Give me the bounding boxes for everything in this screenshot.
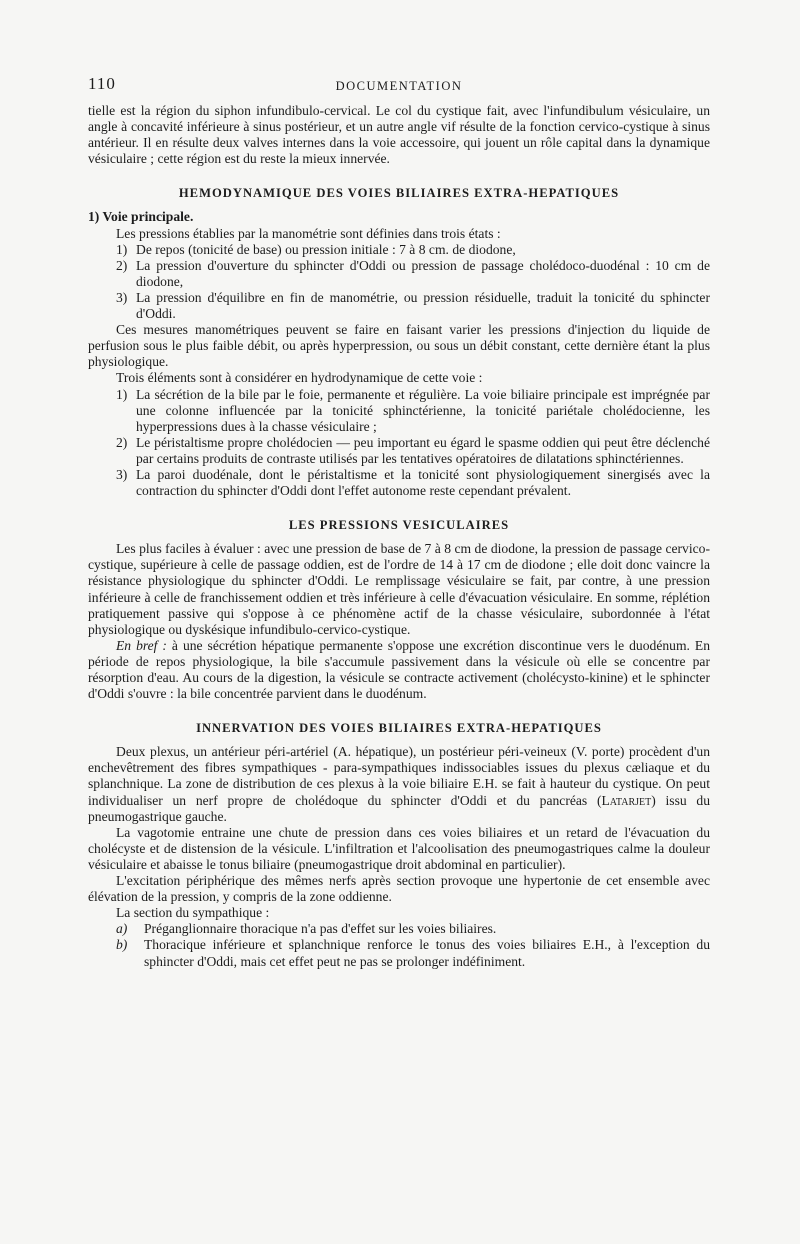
- list-item-text: Préganglionnaire thoracique n'a pas d'effet sur les voies biliaires.: [144, 921, 497, 937]
- page-number: 110: [88, 74, 116, 93]
- list-item-number: 2): [116, 434, 128, 450]
- paragraph-text: ) issu du pneumogastrique gauche.: [88, 792, 711, 824]
- list-item-number: 1): [116, 241, 128, 257]
- subsection-label: Voie principale.: [102, 209, 194, 225]
- paragraph: La section du sympathique :: [116, 905, 270, 921]
- list-item-text: La pression d'ouverture du sphincter d'Oddi ou pression de passage cholédoco-duodénal : 10 cm de diodone,: [136, 257, 710, 289]
- paragraph: Trois éléments sont à considérer en hydrodynamique de cette voie :: [116, 370, 483, 386]
- list-item: [88, 290, 710, 322]
- paragraph: Les pressions établies par la manométrie sont définies dans trois états :: [116, 225, 501, 241]
- list-item-text: Thoracique inférieure et splanchnique renforce le tonus des voies biliaires E.H., à l'exception du sphincter d'Oddi, mais cet effet peut ne pas se prolonger indéfiniment.: [144, 937, 710, 969]
- list-item-number: 3): [116, 466, 128, 482]
- intro-paragraph: tielle est la région du siphon infundibulo-cervical. Le col du cystique fait, avec l'infundibulum vésiculaire, un angle à concavité inférieure à sinus postérieur, et un autre angle vif résulte de la fonction cervico-cystique à sinus antérieur. Il en résulte deux valves internes dans la voie accessoire, qui jouent un rôle capital dans la dynamique vésiculaire ; cette région est du reste la mieux innervée.: [88, 103, 710, 167]
- list-item-text: Le péristaltisme propre cholédocien — peu important eu égard le spasme oddien qui peut être déclenché par certains produits de contraste utilisés par les tentatives opératoires de dilatations sphinctériennes.: [136, 434, 710, 466]
- paragraph-text: Deux plexus, un antérieur péri-artériel (A. hépatique), un postérieur péri-veineux (V. porte) procèdent d'un enchevêtrement des fibres sympathiques - para-sympathiques indissociables issues du plexus cæliaque et du splanchnique. La zone de distribution de ces plexus à la voie biliaire E.H. se fait à hauteur du cystique. On peut individualiser un nerf propre de cholédoque du sphincter d'Oddi et du pancréas (: [88, 744, 710, 808]
- list-item: [88, 937, 710, 969]
- list-item-number: 3): [116, 289, 128, 305]
- section-heading-hemodynamique: HEMODYNAMIQUE DES VOIES BILIAIRES EXTRA-HEPATIQUES: [178, 186, 620, 201]
- running-title: DOCUMENTATION: [335, 79, 463, 93]
- document-page: [88, 76, 710, 970]
- subsection-title: [88, 209, 710, 225]
- list-item-letter: b): [116, 937, 128, 953]
- list-item: [88, 921, 710, 937]
- list-item: [88, 467, 710, 499]
- author-name: Latarjet: [601, 792, 652, 808]
- list-item-text: De repos (tonicité de base) ou pression initiale : 7 à 8 cm. de diodone,: [136, 241, 516, 257]
- list-item-text: La paroi duodénale, dont le péristaltisme et la tonicité sont physiologiquement sinergisés avec la contraction du sphincter d'Oddi dont l'effet autonome reste cependant prévalent.: [136, 466, 710, 499]
- paragraph-text: à une sécrétion hépatique permanente s'oppose une excrétion discontinue vers le duodénum. En période de repos physiologique, la bile s'accumule passivement dans la vésicule où elle se concentre par résorption d'eau. Au cours de la digestion, la vésicule se contracte activement (cholécysto-kinine) et le sphincter d'Oddi s'ouvre : la bile concentrée parvient dans le duodénum.: [88, 637, 710, 702]
- list-item: [88, 387, 710, 435]
- list-item: [88, 242, 710, 258]
- paragraph: Les plus faciles à évaluer : avec une pression de base de 7 à 8 cm de diodone, la pression de passage cervico-cystique, supérieure à celle de passage oddien, est de l'ordre de 14 à 17 cm de diodone ; elle doit donc vaincre la résistance physiologique du sphincter d'Oddi. Le remplissage vésiculaire se fait, par contre, à une pression inférieure à celle de franchissement oddien et très inférieure à celle d'évacuation vésiculaire. En somme, réplétion pratiquement passive qui s'oppose à ce phénomène actif de la chasse vésiculaire, subordonnée à l'état physiologique ou dyskésique infundibulo-cervico-cystique.: [88, 541, 710, 637]
- list-item: [88, 435, 710, 467]
- paragraph: L'excitation périphérique des mêmes nerfs après section provoque une hypertonie de cet ensemble avec élévation de la pression, y compris de la zone oddienne.: [88, 873, 710, 905]
- paragraph: [88, 638, 710, 702]
- paragraph: Ces mesures manométriques peuvent se faire en faisant varier les pressions d'injection du liquide de perfusion sous le plus faible débit, ou après hyperpression, ou sous un débit constant, cette dernière étant la plus physiologique.: [88, 322, 710, 370]
- subsection-number: 1): [88, 209, 100, 225]
- section-heading-pressions: LES PRESSIONS VESICULAIRES: [288, 518, 510, 533]
- italic-lead: En bref :: [116, 637, 167, 653]
- paragraph: [88, 744, 710, 824]
- list-item-letter: a): [116, 921, 128, 937]
- list-item-number: 1): [116, 386, 128, 402]
- list-item-text: La sécrétion de la bile par le foie, permanente et régulière. La voie biliaire principale est imprégnée par une colonne influencée par la tonicité sphinctérienne, la tonicité pariétale cholédocienne, les hyperpressions dues à la chasse vésiculaire ;: [136, 386, 710, 434]
- page-header: [88, 76, 710, 98]
- section-heading-innervation: INNERVATION DES VOIES BILIAIRES EXTRA-HEPATIQUES: [196, 721, 602, 736]
- list-item: [88, 258, 710, 290]
- list-item-text: La pression d'équilibre en fin de manométrie, ou pression résiduelle, traduit la tonicité du sphincter d'Oddi.: [136, 289, 710, 322]
- paragraph: La vagotomie entraine une chute de pression dans ces voies biliaires et un retard de l'évacuation du cholécyste et de distension de la vésicule. L'infiltration et l'alcoolisation des pneumogastriques calme la douleur vésiculaire et abaisse le tonus biliaire (pneumogastrique droit abdominal en particulier).: [88, 824, 710, 872]
- list-item-number: 2): [116, 257, 128, 273]
